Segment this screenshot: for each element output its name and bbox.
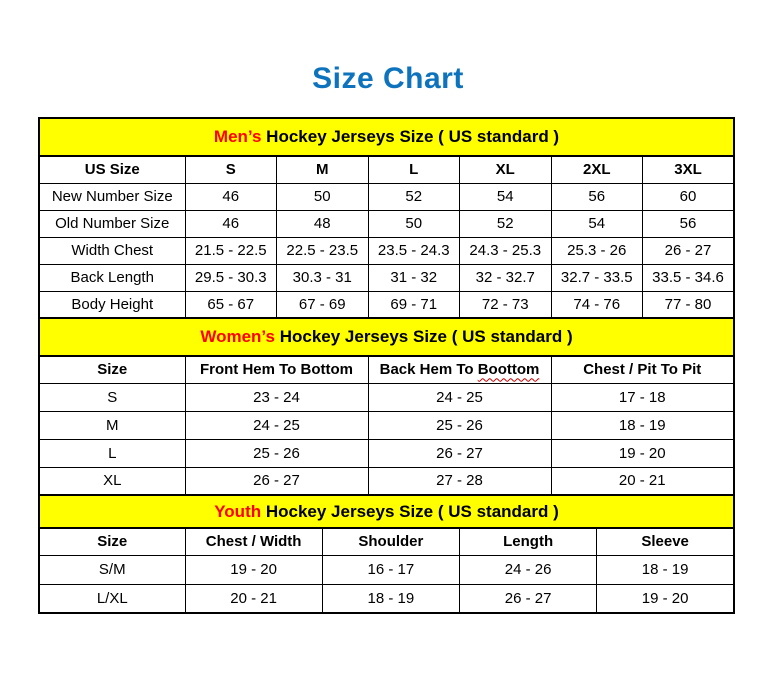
table-row bbox=[39, 264, 734, 291]
misspelled-word: Boottom bbox=[477, 361, 540, 379]
table-cell: 18 - 19 bbox=[551, 411, 734, 439]
row-label-cell: L/XL bbox=[39, 584, 185, 613]
table-cell: 56 bbox=[551, 183, 643, 210]
table-cell: 52 bbox=[460, 210, 552, 237]
table-cell: 50 bbox=[277, 183, 369, 210]
womens-section-title bbox=[39, 318, 734, 356]
table-cell: 33.5 - 34.6 bbox=[643, 264, 735, 291]
table-row bbox=[39, 467, 734, 495]
table-cell: 65 - 67 bbox=[185, 291, 277, 318]
column-header: Front Hem To Bottom bbox=[185, 356, 368, 383]
row-label-cell: Body Height bbox=[39, 291, 185, 318]
table-cell: 23 - 24 bbox=[185, 383, 368, 411]
table-cell: 67 - 69 bbox=[277, 291, 369, 318]
womens-section-title-highlight: Women’s bbox=[200, 327, 275, 346]
table-cell: 30.3 - 31 bbox=[277, 264, 369, 291]
table-cell: 18 - 19 bbox=[597, 555, 734, 584]
table-cell: 26 - 27 bbox=[368, 439, 551, 467]
table-cell: 52 bbox=[368, 183, 460, 210]
mens-section-title bbox=[39, 118, 734, 156]
table-cell: 48 bbox=[277, 210, 369, 237]
mens-section-title-rest: Hockey Jerseys Size ( US standard ) bbox=[261, 127, 560, 146]
column-header bbox=[368, 356, 551, 383]
table-cell: 25.3 - 26 bbox=[551, 237, 643, 264]
table-cell: 24.3 - 25.3 bbox=[460, 237, 552, 264]
youth-section-title-highlight: Youth bbox=[214, 501, 262, 521]
row-label-cell: Old Number Size bbox=[39, 210, 185, 237]
table-row bbox=[39, 183, 734, 210]
womens-section-title-rest: Hockey Jerseys Size ( US standard ) bbox=[274, 327, 573, 346]
row-label-cell: S bbox=[39, 383, 185, 411]
table-cell: 32 - 32.7 bbox=[460, 264, 552, 291]
table-cell: 18 - 19 bbox=[322, 584, 459, 613]
page-title: Size Chart bbox=[312, 62, 464, 95]
column-header: Shoulder bbox=[322, 528, 459, 555]
column-header: Chest / Pit To Pit bbox=[551, 356, 734, 383]
table-cell: 26 - 27 bbox=[643, 237, 735, 264]
table-row bbox=[39, 237, 734, 264]
table-cell: 21.5 - 22.5 bbox=[185, 237, 277, 264]
column-header: 2XL bbox=[551, 156, 643, 183]
table-cell: 19 - 20 bbox=[597, 584, 734, 613]
mens-section-header-row bbox=[39, 118, 734, 156]
column-header: US Size bbox=[39, 156, 185, 183]
youth-size-table bbox=[38, 494, 735, 614]
table-cell: 19 - 20 bbox=[185, 555, 322, 584]
table-cell: 26 - 27 bbox=[460, 584, 597, 613]
column-header: XL bbox=[460, 156, 552, 183]
table-cell: 60 bbox=[643, 183, 735, 210]
column-header: Size bbox=[39, 528, 185, 555]
column-header: M bbox=[277, 156, 369, 183]
table-cell: 23.5 - 24.3 bbox=[368, 237, 460, 264]
table-cell: 22.5 - 23.5 bbox=[277, 237, 369, 264]
table-cell: 19 - 20 bbox=[551, 439, 734, 467]
table-cell: 50 bbox=[368, 210, 460, 237]
table-cell: 20 - 21 bbox=[185, 584, 322, 613]
row-label-cell: M bbox=[39, 411, 185, 439]
mens-column-header-row bbox=[39, 156, 734, 183]
youth-section-title-rest: Hockey Jerseys Size ( US standard ) bbox=[261, 501, 559, 521]
table-cell: 24 - 25 bbox=[185, 411, 368, 439]
table-cell: 74 - 76 bbox=[551, 291, 643, 318]
table-cell: 72 - 73 bbox=[460, 291, 552, 318]
table-row bbox=[39, 210, 734, 237]
table-row bbox=[39, 411, 734, 439]
row-label-cell: L bbox=[39, 439, 185, 467]
column-header: L bbox=[368, 156, 460, 183]
column-header: Sleeve bbox=[597, 528, 734, 555]
table-cell: 26 - 27 bbox=[185, 467, 368, 495]
table-cell: 20 - 21 bbox=[551, 467, 734, 495]
womens-section-header-row bbox=[39, 318, 734, 356]
column-header: S bbox=[185, 156, 277, 183]
womens-column-header-row bbox=[39, 356, 734, 383]
table-cell: 31 - 32 bbox=[368, 264, 460, 291]
size-chart-tables bbox=[38, 117, 735, 614]
table-row bbox=[39, 555, 734, 584]
table-cell: 46 bbox=[185, 210, 277, 237]
column-header: Chest / Width bbox=[185, 528, 322, 555]
table-cell: 54 bbox=[460, 183, 552, 210]
table-cell: 29.5 - 30.3 bbox=[185, 264, 277, 291]
column-header: Size bbox=[39, 356, 185, 383]
table-cell: 77 - 80 bbox=[643, 291, 735, 318]
row-label-cell: XL bbox=[39, 467, 185, 495]
column-header: 3XL bbox=[643, 156, 735, 183]
table-row bbox=[39, 291, 734, 318]
table-cell: 24 - 25 bbox=[368, 383, 551, 411]
table-cell: 54 bbox=[551, 210, 643, 237]
womens-size-table bbox=[38, 317, 735, 496]
table-cell: 17 - 18 bbox=[551, 383, 734, 411]
table-cell: 25 - 26 bbox=[368, 411, 551, 439]
youth-section-header-row bbox=[39, 495, 734, 528]
table-cell: 56 bbox=[643, 210, 735, 237]
table-cell: 25 - 26 bbox=[185, 439, 368, 467]
row-label-cell: Back Length bbox=[39, 264, 185, 291]
table-row bbox=[39, 439, 734, 467]
table-cell: 16 - 17 bbox=[322, 555, 459, 584]
row-label-cell: S/M bbox=[39, 555, 185, 584]
youth-column-header-row bbox=[39, 528, 734, 555]
mens-section-title-highlight: Men’s bbox=[213, 127, 262, 146]
column-header: Length bbox=[460, 528, 597, 555]
table-cell: 46 bbox=[185, 183, 277, 210]
row-label-cell: New Number Size bbox=[39, 183, 185, 210]
table-cell: 69 - 71 bbox=[368, 291, 460, 318]
mens-size-table bbox=[38, 117, 735, 319]
table-cell: 27 - 28 bbox=[368, 467, 551, 495]
table-row bbox=[39, 584, 734, 613]
column-header-text: Back Hem To bbox=[379, 361, 478, 379]
table-cell: 24 - 26 bbox=[460, 555, 597, 584]
table-row bbox=[39, 383, 734, 411]
youth-section-title bbox=[39, 495, 734, 528]
row-label-cell: Width Chest bbox=[39, 237, 185, 264]
table-cell: 32.7 - 33.5 bbox=[551, 264, 643, 291]
